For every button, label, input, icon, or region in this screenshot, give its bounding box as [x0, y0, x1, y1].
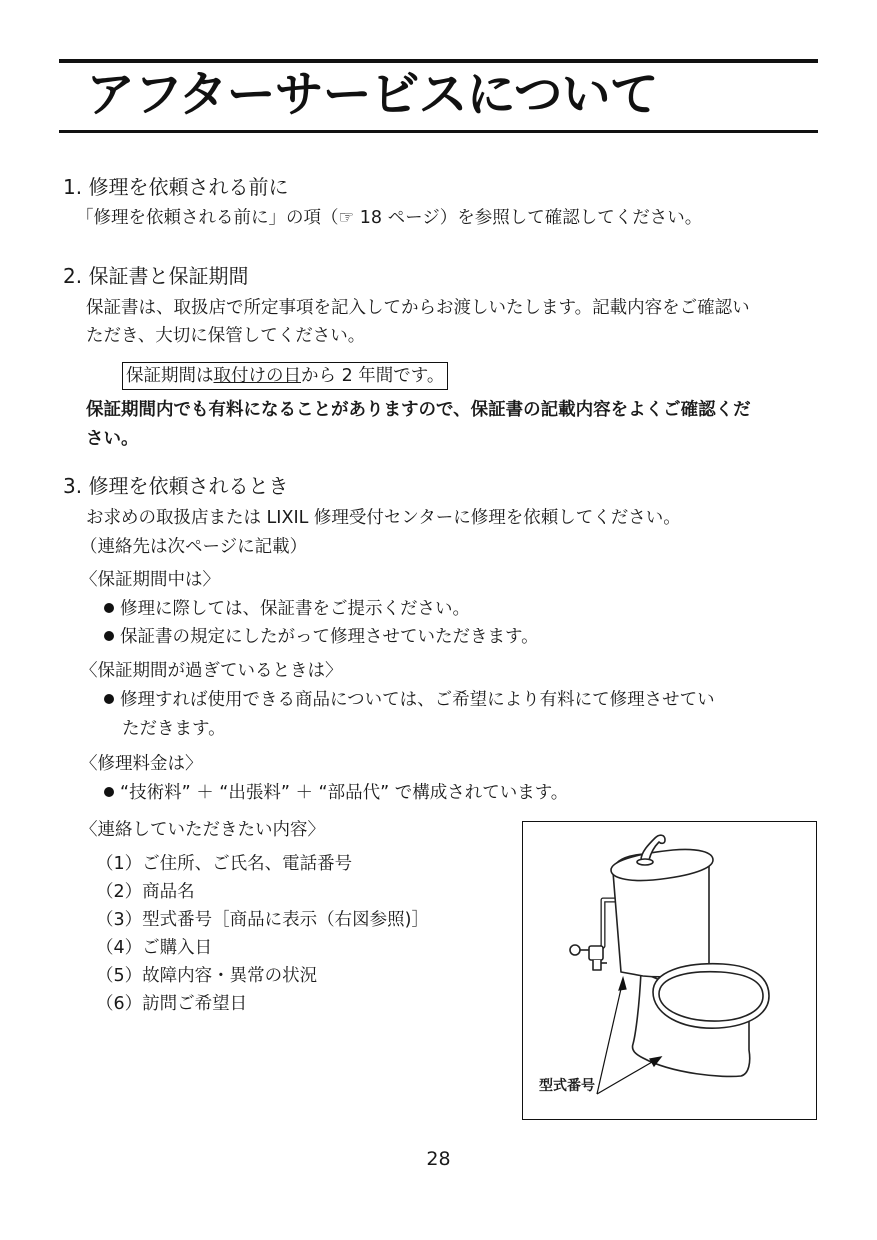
section2-text-line2: ただき、大切に保管してください。 — [86, 326, 366, 346]
bullet-text: 修理すれば使用できる商品については、ご希望により有料にて修理させてい — [120, 690, 715, 710]
contact-item: （2）商品名 — [96, 882, 195, 902]
page-number: 28 — [426, 1148, 451, 1170]
contact-item: （4）ご購入日 — [96, 938, 213, 958]
section2-bold-line1: 保証期間内でも有料になることがありますので、保証書の記載内容をよくご確認くだ — [86, 400, 751, 420]
bullet-continuation: ただきます。 — [122, 719, 226, 739]
model-number-label: 型式番号 — [539, 1078, 595, 1094]
bullet-item — [104, 688, 715, 712]
section2-bold-line2: さい。 — [86, 429, 139, 449]
warranty-period-box — [122, 362, 448, 390]
contact-item: （5）故障内容・異常の状況 — [96, 966, 318, 986]
bullet-text: 修理に際しては、保証書をご提示ください。 — [120, 599, 470, 619]
section2-heading: 2. 保証書と保証期間 — [63, 264, 249, 288]
bullet-item — [104, 781, 568, 805]
toilet-drawing — [523, 822, 817, 1120]
contact-item: （3）型式番号［商品に表示（右図参照)］ — [96, 910, 429, 930]
bullet-item — [104, 625, 539, 649]
contact-item: （1）ご住所、ご氏名、電話番号 — [96, 854, 353, 874]
subheading-warranty-period: 〈保証期間中は〉 — [80, 570, 220, 590]
section3-text-line1: お求めの取扱店または LIXIL 修理受付センターに修理を依頼してください。 — [86, 508, 681, 528]
warranty-box-part3: から 2 年間です。 — [301, 366, 445, 386]
title-top-rule — [59, 59, 818, 63]
bullet-dot-icon — [104, 603, 114, 613]
bullet-text: “技術料” ＋ “出張料” ＋ “部品代” で構成されています。 — [120, 783, 569, 803]
section2-text-line1: 保証書は、取扱店で所定事項を記入してからお渡しいたします。記載内容をご確認い — [86, 298, 750, 318]
bullet-dot-icon — [104, 787, 114, 797]
page-title: アフターサービスについて — [86, 66, 658, 123]
warranty-box-part1: 保証期間は — [126, 366, 214, 386]
bullet-item — [104, 597, 470, 621]
warranty-box-underlined: 取付けの日 — [213, 366, 301, 386]
title-bottom-rule — [59, 130, 818, 133]
subheading-after-warranty: 〈保証期間が過ぎているときは〉 — [80, 661, 343, 681]
section1-text: 「修理を依頼される前に」の項（☞ 18 ページ）を参照して確認してください。 — [76, 208, 703, 228]
contact-item: （6）訪問ご希望日 — [96, 994, 248, 1014]
section3-heading: 3. 修理を依頼されるとき — [63, 474, 289, 498]
toilet-illustration — [522, 821, 817, 1120]
section1-heading: 1. 修理を依頼される前に — [63, 175, 289, 199]
bullet-text: 保証書の規定にしたがって修理させていただきます。 — [120, 627, 539, 647]
bullet-dot-icon — [104, 631, 114, 641]
bullet-dot-icon — [104, 694, 114, 704]
subheading-contact-info: 〈連絡していただきたい内容〉 — [80, 820, 325, 840]
section3-text-line2: （連絡先は次ページに記載） — [80, 537, 308, 557]
subheading-repair-fee: 〈修理料金は〉 — [80, 754, 203, 774]
